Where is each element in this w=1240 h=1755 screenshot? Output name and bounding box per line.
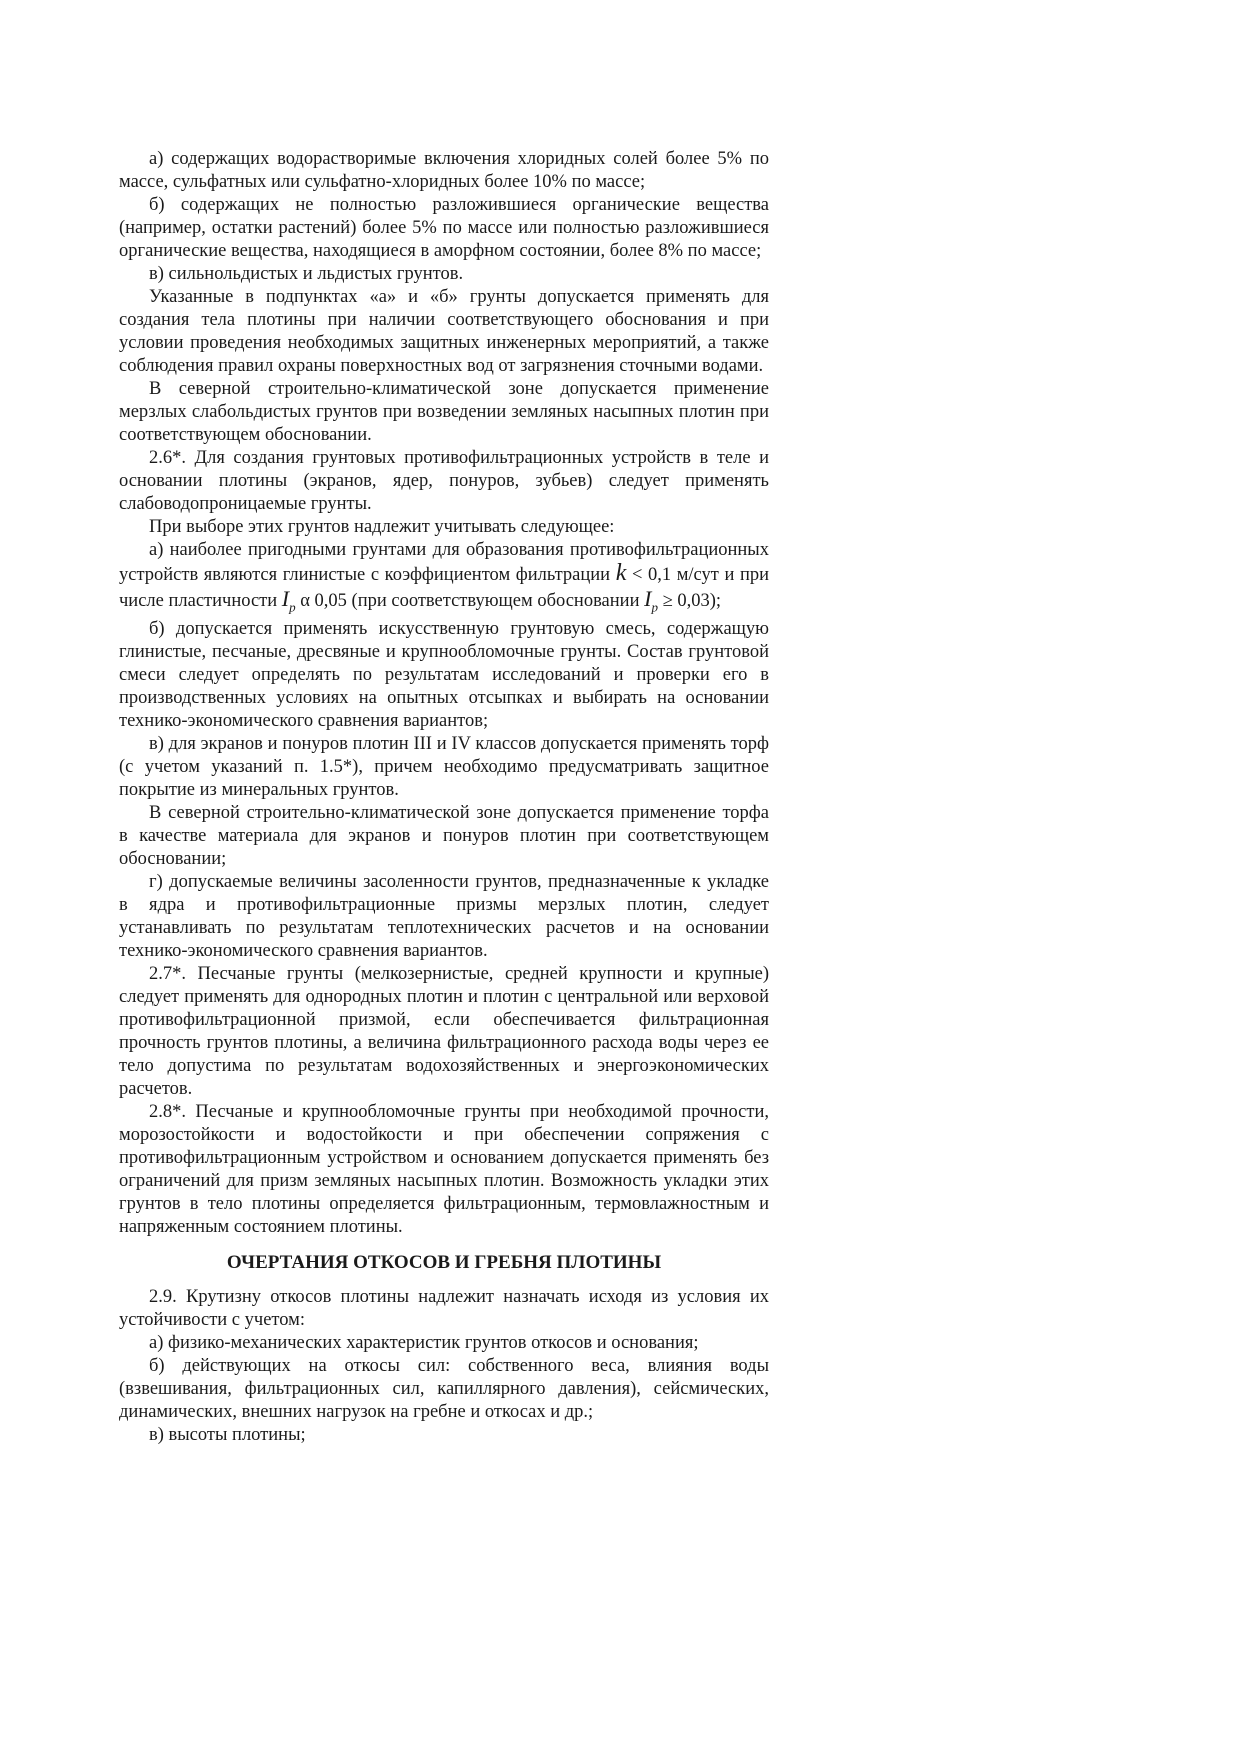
paragraph: в) сильнольдистых и льдистых грунтов.: [149, 264, 464, 284]
paragraph: а) содержащих водорастворимые включения хлоридных солей более 5% по массе, сульфатных или сульфатно-хлоридных более 10% по массе;: [119, 149, 769, 192]
paragraph: в) высоты плотины;: [149, 1425, 306, 1446]
paragraph: В северной строительно-климатической зоне допускается применение мерзлых слабольдистых грунтов при возведении земляных насыпных плотин при соответствующем обосновании.: [119, 379, 769, 445]
paragraph: 2.8*. Песчаные и крупнообломочные грунты при необходимой прочности, морозостойкости и водостойкости и при обеспечении сопряжения с противофильтрационным устройством и основанием допускается применять без ограничений для призм земляных насыпных плотин. Возможность укладки этих грунтов в тело плотины определяется фильтрационным, термовлажностным и напряженным состоянием плотины.: [119, 1102, 769, 1238]
paragraph: г) допускаемые величины засоленности грунтов, предназначенные к укладке в ядра и противофильтрационные призмы мерзлых плотин, следует устанавливать по результатам теплотехнических расчетов и на основании технико-экономического сравнения вариантов.: [119, 872, 769, 962]
formula-text: ≥ 0,03);: [657, 591, 722, 611]
ip-subscript: p: [289, 599, 296, 615]
paragraph: 2.9. Крутизну откосов плотины надлежит назначать исходя из условия их устойчивости с учетом:: [119, 1287, 769, 1331]
paragraph: Указанные в подпунктах «а» и «б» грунты допускается применять для создания тела плотины при наличии соответствующего обоснования и при условии проведения необходимых защитных инженерных мероприятий, а также соблюдения правил охраны поверхностных вод от загрязнения сточными водами.: [119, 287, 769, 376]
formula-text: а) наиболее пригодными грунтами для образования противофильтрационных устройств являются глинистые с коэффициентом фильтрации: [119, 540, 769, 585]
ip-symbol: [281, 586, 296, 615]
document-page: [119, 148, 769, 1447]
paragraph: в) для экранов и понуров плотин III и IV классов допускается применять торф (с учетом указаний п. 1.5*), причем необходимо предусматривать защитное покрытие из минеральных грунтов.: [119, 734, 769, 801]
formula-text: α 0,05 (при соответствующем обосновании: [295, 591, 645, 611]
paragraph: 2.6*. Для создания грунтовых противофильтрационных устройств в теле и основании плотины (экранов, ядер, понуров, зубьев) следует применять слабоводопроницаемые грунты.: [119, 448, 769, 514]
ip-subscript: p: [651, 599, 658, 615]
ip-letter: I: [281, 586, 290, 611]
paragraph: В северной строительно-климатической зоне допускается применение торфа в качестве материала для экранов и понуров плотин при соответствующем обосновании;: [119, 803, 769, 870]
paragraph: б) содержащих не полностью разложившиеся органические вещества (например, остатки растений) более 5% по массе или полностью разложившиеся органические вещества, находящиеся в аморфном состоянии, более 8% по массе;: [119, 195, 769, 261]
paragraph: 2.7*. Песчаные грунты (мелкозернистые, средней крупности и крупные) следует применять для однородных плотин и плотин с центральной или верховой противофильтрационной призмой, если обеспечивается фильтрационная прочность грунтов плотины, а величина фильтрационного расхода воды через ее тело допустима по результатам водохозяйственных и энергоэкономических расчетов.: [119, 964, 769, 1100]
paragraph: б) допускается применять искусственную грунтовую смесь, содержащую глинистые, песчаные, дресвяные и крупнообломочные грунты. Состав грунтовой смеси следует определять по результатам исследований и проверки его в производственных условиях на опытных отсыпках и выбирать на основании технико-экономического сравнения вариантов;: [119, 619, 769, 732]
paragraph: При выборе этих грунтов надлежит учитывать следующее:: [149, 517, 615, 537]
section-heading: ОЧЕРТАНИЯ ОТКОСОВ И ГРЕБНЯ ПЛОТИНЫ: [226, 1252, 662, 1274]
formula-text: < 0,1 м/сут и при числе пластичности: [119, 565, 769, 611]
ip-symbol-2: [644, 586, 658, 615]
ip-letter: I: [644, 586, 652, 611]
paragraph: а) физико-механических характеристик грунтов откосов и основания;: [149, 1333, 699, 1354]
paragraph: б) действующих на откосы сил: собственного веса, влияния воды (взвешивания, фильтрационных сил, капиллярного давления), сейсмических, динамических, внешних нагрузок на гребне и откосах и др.;: [119, 1356, 769, 1423]
k-symbol: k: [615, 560, 627, 586]
formula-paragraph: [119, 539, 769, 618]
